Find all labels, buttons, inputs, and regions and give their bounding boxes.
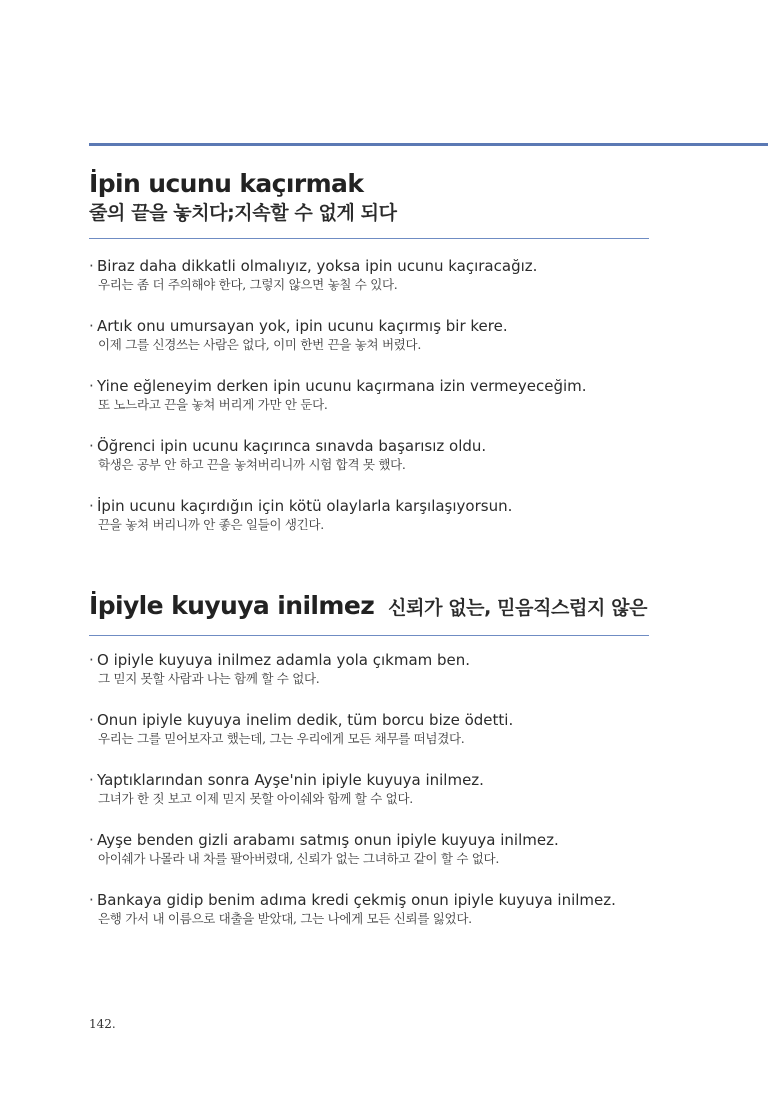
example-turkish: Bankaya gidip benim adıma kredi çekmiş onun ipiyle kuyuya inilmez.: [97, 891, 616, 909]
example-item: [89, 710, 649, 748]
example-korean: 그녀가 한 짓 보고 이제 믿지 못할 아이쉐와 함께 할 수 없다.: [98, 791, 413, 806]
example-korean: 또 노느라고 끈을 놓쳐 버리게 가만 안 둔다.: [98, 397, 328, 412]
idiom-title: İpin ucunu kaçırmak: [89, 169, 364, 198]
page-number: 142.: [89, 1017, 116, 1031]
example-turkish: Yine eğleneyim derken ipin ucunu kaçırmana izin vermeyeceğim.: [97, 377, 587, 395]
example-turkish: Ayşe benden gizli arabamı satmış onun ipiyle kuyuya inilmez.: [97, 831, 559, 849]
example-turkish: İpin ucunu kaçırdığın için kötü olaylarla karşılaşıyorsun.: [97, 497, 513, 515]
example-list: [89, 256, 649, 534]
example-item: [89, 376, 649, 414]
example-turkish: Yaptıklarından sonra Ayşe'nin ipiyle kuyuya inilmez.: [97, 771, 484, 789]
idiom-meaning: 신뢰가 없는, 믿음직스럽지 않은: [388, 597, 648, 619]
example-item: [89, 890, 649, 928]
idiom-section-2: [89, 590, 649, 950]
example-korean: 우리는 좀 더 주의해야 한다, 그렇지 않으면 놓칠 수 있다.: [98, 277, 398, 292]
idiom-heading: [89, 590, 649, 622]
bullet-mark: ·: [89, 831, 94, 849]
example-turkish: O ipiyle kuyuya inilmez adamla yola çıkmam ben.: [97, 651, 471, 669]
example-turkish: Biraz daha dikkatli olmalıyız, yoksa ipin ucunu kaçıracağız.: [97, 257, 538, 275]
example-turkish: Öğrenci ipin ucunu kaçırınca sınavda başarısız oldu.: [97, 437, 487, 455]
example-item: [89, 496, 649, 534]
bullet-mark: ·: [89, 891, 94, 909]
example-item: [89, 436, 649, 474]
idiom-section-1: [89, 168, 649, 556]
example-korean: 그 믿지 못할 사람과 나는 함께 할 수 없다.: [98, 671, 320, 686]
section-divider: [89, 238, 649, 239]
example-item: [89, 256, 649, 294]
example-item: [89, 770, 649, 808]
example-korean: 아이쉐가 나몰라 내 차를 팔아버렸대, 신뢰가 없는 그녀하고 같이 할 수 없다.: [98, 851, 500, 866]
bullet-mark: ·: [89, 257, 94, 275]
bullet-mark: ·: [89, 317, 94, 335]
idiom-title: İpiyle kuyuya inilmez: [89, 591, 375, 620]
example-korean: 우리는 그를 믿어보자고 했는데, 그는 우리에게 모든 채무를 떠넘겼다.: [98, 731, 465, 746]
example-item: [89, 316, 649, 354]
bullet-mark: ·: [89, 377, 94, 395]
example-turkish: Onun ipiyle kuyuya inelim dedik, tüm borcu bize ödetti.: [97, 711, 514, 729]
bullet-mark: ·: [89, 437, 94, 455]
top-divider: [89, 143, 768, 146]
example-korean: 학생은 공부 안 하고 끈을 놓쳐버리니까 시험 합격 못 했다.: [98, 457, 406, 472]
example-korean: 이제 그를 신경쓰는 사람은 없다, 이미 한번 끈을 놓쳐 버렸다.: [98, 337, 422, 352]
bullet-mark: ·: [89, 497, 94, 515]
example-item: [89, 650, 649, 688]
example-list: [89, 650, 649, 928]
bullet-mark: ·: [89, 771, 94, 789]
example-turkish: Artık onu umursayan yok, ipin ucunu kaçırmış bir kere.: [97, 317, 508, 335]
idiom-meaning: 줄의 끝을 놓치다;지속할 수 없게 되다: [89, 202, 397, 224]
example-korean: 은행 가서 내 이름으로 대출을 받았대, 그는 나에게 모든 신뢰를 잃었다.: [98, 911, 472, 926]
example-korean: 끈을 놓쳐 버리니까 안 좋은 일들이 생긴다.: [98, 517, 324, 532]
example-item: [89, 830, 649, 868]
bullet-mark: ·: [89, 711, 94, 729]
bullet-mark: ·: [89, 651, 94, 669]
section-divider: [89, 635, 649, 636]
